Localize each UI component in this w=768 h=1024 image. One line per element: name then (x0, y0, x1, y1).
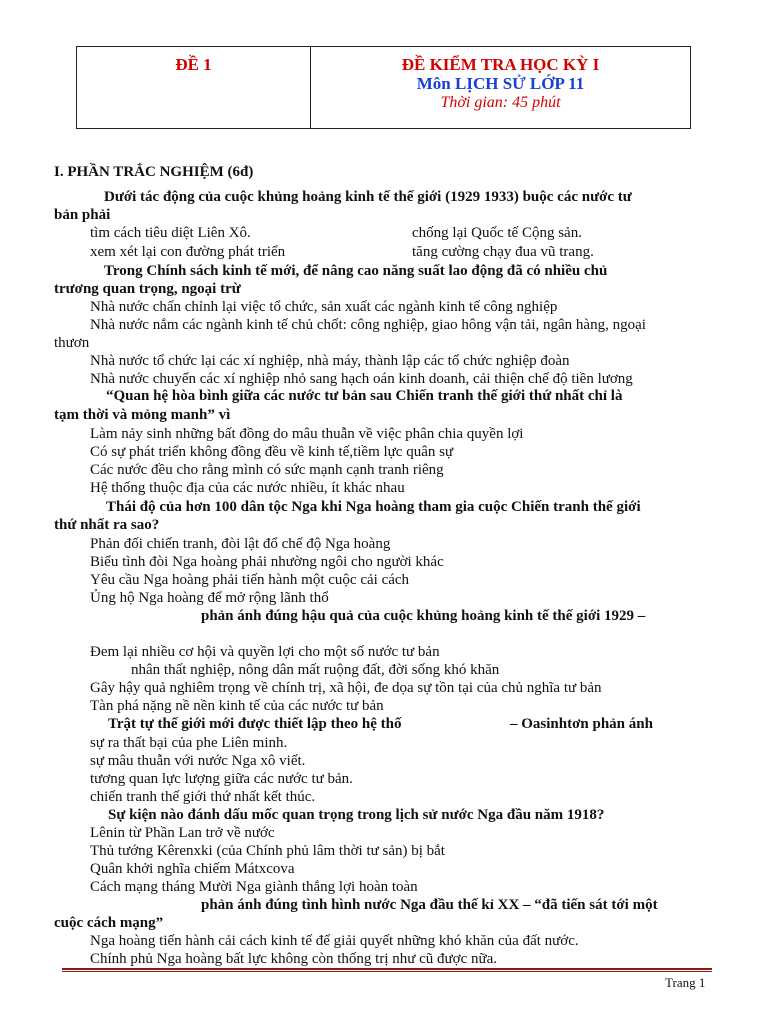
q2-option-d: Nhà nước chuyển các xí nghiệp nhỏ sang hạch oán kinh doanh, cải thiện chế độ tiền lương (90, 371, 633, 387)
q8-option-a: Nga hoàng tiến hành cải cách kinh tế để giải quyết những khó khăn của đất nước. (90, 933, 579, 949)
q7-stem: Sự kiện nào đánh dấu mốc quan trọng trong lịch sử nước Nga đầu năm 1918? (108, 807, 605, 823)
q7-option-a: Lênin từ Phần Lan trở về nước (90, 825, 275, 841)
q1-option-c: xem xét lại con đường phát triển (90, 244, 286, 260)
q2-option-b-cont: thươn (54, 335, 90, 351)
q2-stem-cont: trương quan trọng, ngoại trừ (54, 281, 241, 297)
q4-option-c: Yêu cầu Nga hoàng phải tiến hành một cuộc cải cách (90, 572, 410, 588)
q4-option-d: Ủng hộ Nga hoàng để mở rộng lãnh thổ (90, 590, 329, 606)
footer-divider (62, 968, 712, 970)
q8-option-b: Chính phủ Nga hoàng bất lực không còn thống trị như cũ được nữa. (90, 951, 498, 967)
footer-divider-thin (62, 971, 712, 972)
q7-option-d: Cách mạng tháng Mười Nga giành thắng lợi hoàn toàn (90, 879, 418, 895)
q4-option-b: Biểu tình đòi Nga hoàng phải nhường ngôi cho người khác (90, 554, 444, 570)
q3-option-c: Các nước đều cho rằng mình có sức mạnh cạnh tranh riêng (90, 462, 444, 478)
q1-stem-cont: bản phải (54, 207, 111, 223)
q3-option-b: Có sự phát triển không đồng đều về kinh tế,tiềm lực quân sự (90, 444, 454, 460)
q3-option-a: Làm nảy sinh những bất đồng do mâu thuẫn về việc phân chia quyền lợi (90, 426, 524, 442)
q2-option-c: Nhà nước tổ chức lại các xí nghiệp, nhà máy, thành lập các tổ chức nghiệp đoàn (90, 353, 570, 369)
q5-option-a: Đem lại nhiều cơ hội và quyền lợi cho một số nước tư bản (90, 644, 440, 660)
q4-option-a: Phản đối chiến tranh, đòi lật đổ chế độ Nga hoàng (90, 536, 391, 552)
q1-option-d: tăng cường chạy đua vũ trang. (412, 244, 594, 260)
q6-option-b: sự mâu thuẫn với nước Nga xô viết. (90, 753, 306, 769)
exam-time: Thời gian: 45 phút (440, 94, 561, 111)
page-number: Trang 1 (665, 975, 706, 990)
q4-stem-cont: thứ nhất ra sao? (54, 517, 160, 533)
exam-title-block (311, 47, 690, 128)
q3-stem: “Quan hệ hòa bình giữa các nước tư bản sau Chiến tranh thế giới thứ nhất chỉ là (106, 388, 623, 404)
q5-option-c: Gây hậy quả nghiêm trọng về chính trị, xã hội, đe dọa sự tồn tại của chủ nghĩa tư bản (90, 680, 602, 696)
q3-stem-cont: tạm thời và mỏng manh” vì (54, 407, 231, 423)
q4-stem: Thái độ của hơn 100 dân tộc Nga khi Nga hoàng tham gia cuộc Chiến tranh thế giới (106, 499, 641, 515)
q5-option-b: nhân thất nghiệp, nông dân mất ruộng đất, đời sống khó khăn (131, 662, 500, 678)
q2-option-b: Nhà nước nắm các ngành kinh tế chủ chốt: công nghiệp, giao hông vận tải, ngân hàng, ngoại (90, 317, 646, 333)
q3-option-d: Hệ thống thuộc địa của các nước nhiều, ít khác nhau (90, 480, 405, 496)
q5-option-d: Tàn phá nặng nề nền kinh tế của các nước tư bản (90, 698, 384, 714)
section-title: I. PHẦN TRẮC NGHIỆM (6đ) (54, 164, 254, 180)
q7-option-b: Thủ tướng Kêrenxki (của Chính phủ lâm thời tư sản) bị bắt (90, 843, 445, 859)
q6-option-c: tương quan lực lượng giữa các nước tư bản. (90, 771, 353, 787)
q6-option-a: sự ra thất bại của phe Liên minh. (90, 735, 288, 751)
q1-option-a: tìm cách tiêu diệt Liên Xô. (90, 225, 251, 241)
q6-stem-tail: – Oasinhtơn phản ánh (510, 716, 653, 732)
exam-code: ĐỀ 1 (77, 47, 311, 128)
exam-title: ĐỀ KIỂM TRA HỌC KỲ I (401, 55, 600, 74)
q1-option-b: chống lại Quốc tế Cộng sản. (412, 225, 582, 241)
q5-stem: phản ánh đúng hậu quả của cuộc khủng hoảng kinh tế thế giới 1929 – (201, 608, 646, 624)
q7-option-c: Quân khởi nghĩa chiếm Mátxcova (90, 861, 295, 877)
q2-stem: Trong Chính sách kinh tế mới, để nâng cao năng suất lao động đã có nhiều chủ (104, 263, 608, 279)
q2-option-a: Nhà nước chấn chỉnh lại việc tổ chức, sản xuất các ngành kinh tế công nghiệp (90, 299, 558, 315)
q8-stem-cont: cuộc cách mạng” (54, 915, 164, 931)
exam-header (76, 46, 691, 129)
q8-stem: phản ánh đúng tình hình nước Nga đầu thế kỉ XX – “đã tiến sát tới một (201, 897, 658, 913)
q6-option-d: chiến tranh thế giới thứ nhất kết thúc. (90, 789, 316, 805)
q6-stem: Trật tự thế giới mới được thiết lập theo hệ thố (108, 716, 402, 732)
exam-subject: Môn LỊCH SỬ LỚP 11 (416, 74, 585, 93)
q1-stem: Dưới tác động của cuộc khủng hoảng kinh tế thế giới (1929 1933) buộc các nước tư (104, 189, 632, 205)
